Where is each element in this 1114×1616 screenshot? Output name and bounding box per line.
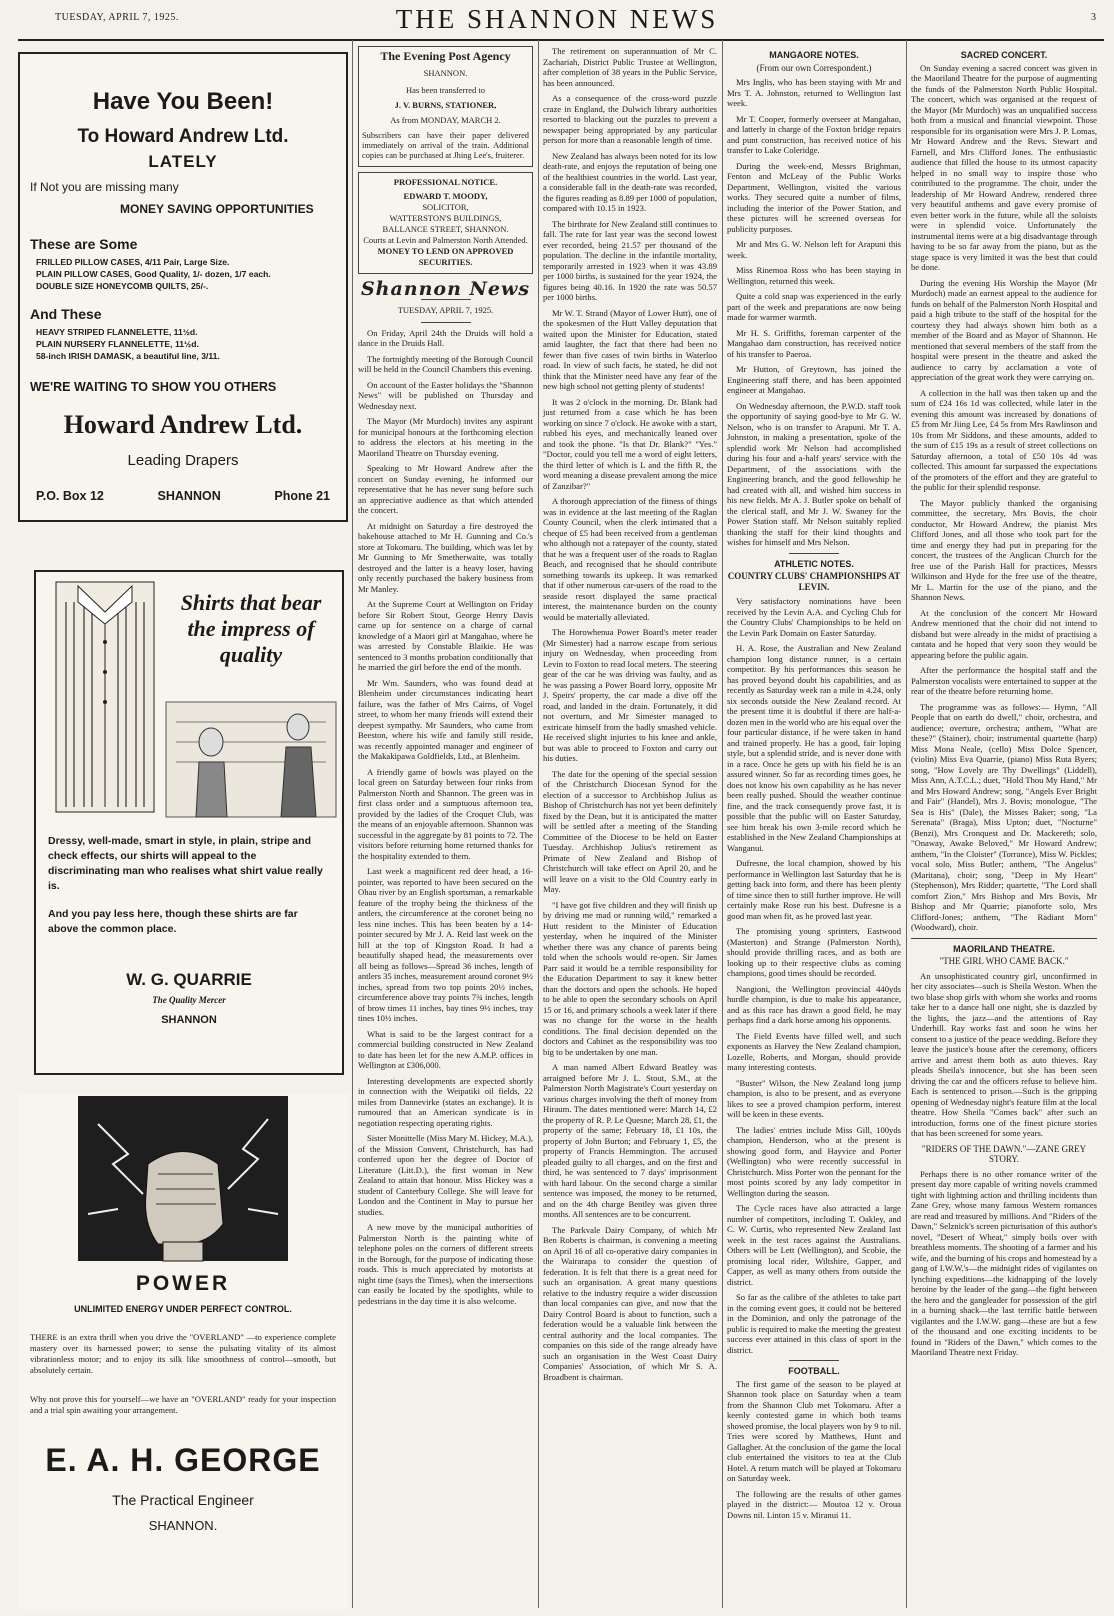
professional-line: MONEY TO LEND ON APPROVED SECURITIES. — [377, 245, 514, 267]
column-rule — [538, 40, 539, 1608]
ad-missing-line: If Not you are missing many — [30, 180, 179, 194]
news-paragraph: Perhaps there is no other romance writer of the present day more capable of writing novels crammed tight with lightning action and thrilling incidents than Zane Grey, whose many famous Western romances are read and treasured by millions. And "Riders of the Dawn," Selznick's screen picturisation of this author's novel, "Desert of Wheat," simply boils over with breathless moments. The shooting of a farmer and his wife, and the burning of his crops and homestead by a gang of I.W.W.'s—the midnight rides of vigilantes on lynching expeditions—the kidnapping of the lovely heroine by the leader of the gang—the fight between the hero and the gangleader for possession of the girl in a burning shack—the last terrific battle between vigilantes and the I.W.W. gang—these are but a few of the thousand and one exciting incidents to be found in "Riders of the Dawn," which comes to the Maoriland Theatre next Friday. — [911, 1168, 1097, 1357]
power-tagline: The Practical Engineer — [112, 1492, 254, 1508]
professional-line: Courts at Levin and Palmerston North Attended. — [363, 234, 528, 245]
ad-lately: LATELY — [148, 152, 218, 171]
news-paragraph: Miss Rinemoa Ross who has been staying in Wellington, returned this week. — [727, 265, 901, 286]
news-paragraph: Last week a magnificent red deer head, a 16-pointer, was reported to have been secured on the Ohau river by an English sportsman, a remarkable feature of the trophy being the thickness of the antlers, the circumference at the coronet being no less nine inches. This has been beaten by a 14-pointer secured by Mr J. A. Reid last week on the hill at the top of Kingston Road. It had a beautifully shaped head, the measurements over all being as follows—Spread 36 inches, length of antlers 35 inches, measurement around coronet 9½ inches, spread from two top points 20½ inches, circumference above tray points 7¾ inches, length of brow times 11 inches, bay tines 9½ inches, tray tines 10½ inches. — [358, 866, 533, 1023]
ad-waiting-line: WE'RE WAITING TO SHOW YOU OTHERS — [30, 380, 277, 394]
power-body-2: Why not prove this for yourself—we have an "OVERLAND" ready for your inspection and a trial spin awaiting your arrangement. — [30, 1394, 336, 1415]
news-paragraph: The Mayor publicly thanked the organising committee, the secretary, Mrs Bovis, the choir conductor, Mr Howard Andrew, the pianist Mrs Clifford Jones, and all those who took part for the time and energy they had put in preparing for the concert, the trustees of the Anglican Church for the free use of the Parish Hall for practices, Messrs Wilkinson and Hyde for the free use of the theatre, Mr L. Martin for the use of the piano, and the Shannon News. — [911, 497, 1097, 602]
news-paragraph: Dufresne, the local champion, showed by his performance in Wellington last Saturday that he is getting back into form, and there has been plenty of time since then to still further improve. He will certainly make Rose run his best. Dufresne is a good man when fit, as he proved last year. — [727, 858, 901, 921]
news-paragraph: During the evening His Worship the Mayor (Mr Murdoch) made an earnest appeal to the audience for funds on behalf of the Palmerston North Hospital and paid a high tribute to the staff of the hospital for the courtesy they had always shown him both as a member of the Board and as Mayor of Shannon. He mentioned that several members of the staff from the hospital were present in the theatre and asked the audience to carry by acclamation a vote of appreciation of the great work they were carrying on. — [911, 277, 1097, 382]
shirts-body-1: Dressy, well-made, smart in style, in plain, stripe and check effects, our shirts will appeal to the discriminating man who realises what shirt value really is. — [48, 835, 323, 892]
professional-line: BALLANCE STREET, SHANNON. — [382, 223, 509, 234]
news-paragraph: At the Supreme Court at Wellington on Friday before Sir Robert Stout, George Henry Davis came up for sentence on a charge of carnal knowledge of a Maori girl at Mangahao, where he was arrested by Constable Blaikie. He was sentenced to 3 months probation conditionally that he married the girl before the end of the month. — [358, 599, 533, 672]
theatre-second-film: "RIDERS OF THE DAWN."—ZANE GREY STORY. — [921, 1143, 1087, 1164]
ad-item: 58-inch IRISH DAMASK, a beautiful line, 3/11. — [36, 351, 220, 361]
news-paragraph: New Zealand has always been noted for its low death-rate, and enjoys the reputation of being one of the healthiest countries in the world. Last year, a considerable fall in the death-rate was recorded, the figures reading as 8.89 per 1000 of population, compared with 10.15 in 1923. — [543, 150, 717, 213]
ad-phone: Phone 21 — [274, 489, 330, 503]
shirts-merchant-name: W. G. QUARRIE — [126, 970, 252, 989]
news-paragraph: The Mayor (Mr Murdoch) invites any aspirant for municipal honours at the forthcoming election to address the electors at his meeting in the Maoriland Theatre on Thursday evening. — [358, 416, 533, 458]
news-paragraph: The fortnightly meeting of the Borough Council will be held in the Council Chambers this evening. — [358, 353, 533, 374]
shirts-tagline: The Quality Mercer — [152, 995, 226, 1005]
news-paragraph: A man named Albert Edward Beatley was arraigned before Mr J. L. Stout, S.M., at the Palmerston North Magistrate's Court yesterday on various charges involving the theft of money from Hiraum. The dates mentioned were: March 14, £2 the property of R. P. Le Quesne; March 28, £1, the property of the same; February 18, £1 10s, the property of John Burton; and February 1, £5, the property of Francis Hemmington. The accused pleaded guilty to all charges, and on the first and third, he was sentenced to 7 days' imprisonment with hard labour. On the second charge a similar sentence was imposed, the money to be returned, and on the 4th charge Bentley was given three months. All sentences are to be concurrent. — [543, 1062, 717, 1219]
column-5 — [911, 46, 1097, 1363]
column-rule — [722, 40, 723, 1608]
ad-leading-drapers: Leading Drapers — [127, 452, 239, 469]
theatre-heading: MAORILAND THEATRE. — [953, 943, 1055, 954]
quarrie-shirts-advert — [34, 570, 344, 1075]
professional-notice — [358, 172, 533, 274]
ad-item: PLAIN NURSERY FLANNELETTE, 11½d. — [36, 339, 199, 349]
news-paragraph: A thorough appreciation of the fitness of things was in evidence at the last meeting of the Raglan County Council, when the clerk intimated that a cheque of £5 had been received from a gentleman who although not a ratepayer of the county, stated that he was a frequent user of the roads to Raglan Beach, and recognised that he should contribute something towards its upkeep. It was remarked that if other numerous car-users of the road to the seaside resort displayed the same practical interest, the maintenance burden on the county would be materially alleviated. — [543, 496, 717, 622]
agency-title: The Evening Post Agency — [380, 49, 511, 63]
ad-item: DOUBLE SIZE HONEYCOMB QUILTS, 25/-. — [36, 281, 209, 291]
news-paragraph: After the performance the hospital staff and the Palmerston vocalists were entertained to supper at the rear of the theatre before returning home. — [911, 665, 1097, 696]
power-merchant-name: E. A. H. GEORGE — [45, 1442, 321, 1478]
professional-title: PROFESSIONAL NOTICE. — [393, 176, 498, 187]
ad-and-these: And These — [30, 306, 102, 322]
news-paragraph: Mr T. Cooper, formerly overseer at Mangahao, and latterly in charge of the Foxton bridge repairs and punt construction, has received notice of his transfer to Lake Coleridge. — [727, 113, 901, 155]
news-paragraph: The Cycle races have also attracted a large number of competitors, including T. Oakley, and C. W. Curtis, who represented New Zealand last week in the test races against the Australians. Others will be Lett (Wellington), and Scobie, the promising local rider, Wiltshire, Gapper, and Capper, as well as many others from outside the district. — [727, 1203, 901, 1287]
ad-these-are: These are Some — [30, 236, 138, 252]
news-paragraph: Mr and Mrs G. W. Nelson left for Arapuni this week. — [727, 239, 901, 260]
news-paragraph: The Horowhenua Power Board's meter reader (Mr Simester) had a narrow escape from serious injury on Wednesday, when proceeding from Levin to Foxton to read local meters. The steering gear of the car he was driving was faulty, and as he was passing a Power Board lorry, opposite Mr J. Speirs' property, the car made a dive off the road, and landed in the drain. Fortunately, it did not overturn, and Mr Simester managed to extricate himself from the badly smashed vehicle. He received slight injuries to his knee and ankle, but was able to proceed to Foxton and carry out his duties. — [543, 627, 717, 763]
news-paragraph: At midnight on Saturday a fire destroyed the bakehouse attached to Mr H. Gunning and Co.'s store at Tokomaru. The building, which was let by Mr Gunning to Mr Smetherwaite, was totally destroyed and the latter is a heavy loser, having only recently purchased the bakery business from Mr Manley. — [358, 520, 533, 594]
news-paragraph: The retirement on superannuation of Mr C. Zachariah, District Public Trustee at Wellington, after completion of 38 years in the Public Service, has been announced. — [543, 46, 717, 88]
ad-po-box: P.O. Box 12 — [36, 489, 104, 503]
ad-item: FRILLED PILLOW CASES, 4/11 Pair, Large Size. — [36, 257, 230, 267]
shirts-body-2: And you pay less here, though these shirts are far above the common place. — [48, 908, 298, 935]
professional-name: EDWARD T. MOODY, — [403, 190, 488, 201]
overland-power-advert — [18, 1094, 348, 1609]
news-paragraph: Mr W. T. Strand (Mayor of Lower Hutt), one of the spokesmen of the Hutt Valley deputation that waited upon the Minister for Education, stated amid laughter, the fact that there had been no fewer than five cases of twin births in Waterloo road. In view of such facts, he stated, he did not think that the Minister need have any fear of the new high school not getting plenty of students! — [543, 307, 717, 391]
paper-date: TUESDAY, APRIL 7, 1925. — [397, 305, 494, 315]
news-paragraph: Nangioni, the Wellington provincial 440yds hurdle champion, is due to make his appearance, and as this race has drawn a good field, he may perhaps find a dark horse among his opponents. — [727, 983, 901, 1025]
ad-headline: Have You Been! — [92, 88, 274, 115]
news-paragraph: The birthrate for New Zealand still continues to fall. The rate for last year was the second lowest ever recorded, being 21.57 per thousand of the population. The decline in the infantile mortality, temporarily arrested in 1923 when it was 43.89 per 1000 births, is sustained for the year 1924, the figures being 40.16. In 1920 the rate was 50.57 per 1000 births. — [543, 218, 717, 302]
column-2 — [358, 46, 533, 1311]
news-paragraph: On account of the Easter holidays the "Shannon News" will be published on Thursday and Wednesday next. — [358, 379, 533, 411]
power-subtitle: UNLIMITED ENERGY UNDER PERFECT CONTROL. — [74, 1304, 292, 1314]
ad-opportunities: MONEY SAVING OPPORTUNITIES — [120, 202, 314, 216]
ad-subheadline: To Howard Andrew Ltd. — [77, 126, 289, 147]
news-paragraph: During the week-end, Messrs Brighman, Fenton and McLeay of the Public Works Department, Wellington, visited the various works. They secured quite a number of films, including the interior of the Power Station, and these pictures will be screened overseas for publicity purposes. — [727, 160, 901, 234]
professional-role: SOLICITOR, — [422, 201, 469, 212]
clenched-fist-illustration — [18, 1094, 348, 1264]
power-town: SHANNON. — [148, 1518, 218, 1533]
newspaper-title: THE SHANNON NEWS — [395, 4, 719, 34]
athletic-heading: ATHLETIC NOTES. — [774, 558, 854, 569]
paper-nameplate: Shannon News — [360, 277, 531, 300]
power-title: POWER — [135, 1272, 231, 1295]
football-heading: FOOTBALL. — [788, 1366, 840, 1376]
news-paragraph: On Friday, April 24th the Druids will hold a dance in the Druids Hall. — [358, 327, 533, 348]
professional-line: WATTERSTON'S BUILDINGS, — [389, 212, 502, 223]
news-paragraph: It was 2 o'clock in the morning. Dr. Blank had just returned from a case which he has been working on since 7 o'clock. He awoke with a start, rubbed his eyes, and mechanically leaned over and took the phone. "Is that Dr. Blank?" "Yes." "Doctor, could you tell me a word of eight letters, the third letter of which is L and the fifth R, the word meaning a disease prevalent among the mice of Zanzibar?" — [543, 396, 717, 491]
shirts-headline: Shirts that bear the impress of quality — [180, 590, 322, 667]
news-paragraph: At the conclusion of the concert Mr Howard Andrew mentioned that the choir did not intend to disband but were already in the midst of practising a cantata and he hoped that very soon they would be appearing before the public again. — [911, 607, 1097, 660]
news-paragraph: A friendly game of bowls was played on the local green on Saturday between four rinks from Palmerston North and Shannon. The green was in first class order and a sumptuous afternoon tea, provided by the ladies of the Croquet Club, was the means of an enjoyable afternoon. Shannon was successful in the aggregate by 81 points to 72. The visitors before returning home returned thanks for the hospitality extended to them. — [358, 766, 533, 861]
news-paragraph: On Wednesday afternoon, the P.W.D. staff took the opportunity of saying good-bye to Mr G. W. Nelson, who is on transfer to Arapuni. Mr T. A. Johnston, in making a presentation, spoke of the splendid work Mr Nelson had accomplished during his four and a-half years' service with the Department, of the associations with the Engineering branch, and the good fellowship he had created with all, and wished him success in his new fields. Mr A. J. Butler spoke on behalf of the clerical staff, and Mr J. W. Swaney for the Power Station staff. Mr Nelson suitably replied thanking the staff for their kind thoughts and wishes for himself and Mrs Nelson. — [727, 400, 901, 547]
news-paragraph: An unsophisticated country girl, unconfirmed in her city associates—such is Sheila Weston. When the two blase shop girls with whom she works and rooms take her to a dance hall one night, she is dazzled by the lights, the jazz—and the attentions of Ray Underhill. Ray works fast and soon he wins her consent to a justice of the peace wedding. Before they leave the justice's house after the ceremony, officers arrive and arrest them both as auto thieves. Ray pleads Sheila's innocence, but she has been seen driving the car and the officers refuse to believe him. Each is sentenced to prison.—Such is the gripping opening of Wednesday night's feature film at the local theatre. How Sheila "Comes back" after such an introduction, forms one of the finest picture stories that has been screened for some years. — [911, 970, 1097, 1138]
column-4 — [727, 46, 901, 1525]
agency-line: As from MONDAY, MARCH 2. — [390, 114, 501, 125]
news-paragraph: What is said to be the largest contract for a commercial building constructed in New Zealand to date has been let for the new A.M.P. offices in Wellington at £306,000. — [358, 1028, 533, 1070]
agency-line: Has been transferred to — [405, 84, 486, 95]
mangaore-byline: (From our own Correspondent.) — [756, 62, 872, 73]
news-paragraph: Very satisfactory nominations have been received by the Levin A.A. and Cycling Club for the Country Clubs' Championships to be held on the Levin Park Domain on Easter Saturday. — [727, 596, 901, 638]
news-paragraph: The Parkvale Dairy Company, of which Mr Ben Roberts is chairman, is convening a meeting on April 16 of all co-operative dairy companies in the Wairarapa to consider the question of federation. It is felt that there is a great need for such an organisation. A great many questions relative to the industry require a wider discussion than local companies can give, and now that the Dairy Control Board is about to function, such a federation would be a valuable link between the central authority and the local companies. The companies on this side of the range already have such an organisation in the West Coast Dairy Companies' Association, of which Mr S. A. Broadbent is chairman. — [543, 1224, 717, 1382]
news-paragraph: "Buster" Wilson, the New Zealand long jump champion, is also to be present, and as everyone likes to see a proved champion perform, interest will be keen in these events. — [727, 1077, 901, 1119]
news-paragraph: Quite a cold snap was experienced in the early part of the week and preparations are now being made for warmer warmth. — [727, 291, 901, 322]
agency-line: J. V. BURNS, STATIONER, — [394, 99, 497, 110]
column-rule — [352, 40, 353, 1608]
news-paragraph: A collection in the hall was then taken up and the sum of £24 16s 1d was collected, while later in the evening this amount was increased by donations of £5 from Mr Jiing Lee, £4 5s from Mrs Rawlinson and 10s from Mr Siddons, and these amounts, added to the sum of £15 19s as a result of street collections on Saturday afternoon, a total of £50 10s 4d was collected. This amount far surpassed the expectations of the promoters of the effort and they are grateful to the public for their splendid response. — [911, 387, 1097, 492]
ad-item: HEAVY STRIPED FLANNELETTE, 11½d. — [36, 327, 198, 337]
ad-town: SHANNON — [157, 489, 221, 503]
news-paragraph: Speaking to Mr Howard Andrew after the concert on Sunday evening, he informed our representative that he has never sung before such an appreciative audience as that which attended the concert. — [358, 463, 533, 515]
news-paragraph: The promising young sprinters, Eastwood (Masterton) and Strange (Palmerston North), should provide thrilling races, and as both are looking up to their respective clubs as coming champions, good times should be recorded. — [727, 926, 901, 978]
news-paragraph: As a consequence of the cross-word puzzle craze in England, the Dulwich library authorities resorted to blacking out the puzzles to prevent a newspaper being appropriated by any particular person for more than a reasonable length of time. — [543, 93, 717, 145]
news-paragraph: The following are the results of other games played in the district:— Moutoa 12 v. Oroua Downs nil. Linton 15 v. Miranui 11. — [727, 1488, 901, 1520]
column-rule — [906, 40, 907, 1608]
news-paragraph: Mr H. S. Griffiths, foreman carpenter of the Mangahao dam construction, has received notice of his transfer to Paeroa. — [727, 327, 901, 359]
news-paragraph: Mrs Inglis, who has been staying with Mr and Mrs T. A. Johnston, returned to Wellington last week. — [727, 77, 901, 108]
news-paragraph: So far as the calibre of the athletes to take part in the coming event goes, it could not be bettered in the Dominion, and only the patronage of the public is required to make the meeting the greatest success ever attained in this class of sport in the district. — [727, 1292, 901, 1355]
sacred-concert-heading: SACRED CONCERT. — [960, 50, 1048, 60]
news-paragraph: Interesting developments are expected shortly in connection with the Weipatiki oil fields, 22 miles from Dannevirke (states an exchange). It is rumoured that an American syndicate is in negotiation respecting operating rights. — [358, 1075, 533, 1128]
evening-post-agency-notice — [358, 46, 533, 167]
news-paragraph: The ladies' entries include Miss Gill, 100yds champion, Henderson, who at the present is showing good form, and Hayvice and Porter (Wellington) who were recently successful in Christchurch. Miss Porter won the pennant for the most points scored by any lady competitor in Wellington during the season. — [727, 1124, 901, 1198]
news-paragraph: H. A. Rose, the Australian and New Zealand champion long distance runner, is a certain competitor. By his performances this season he has proved beyond doubt his capabilities, and as recently as Saturday week ran a mile in 4.24, only six seconds outside the New Zealand record. At the present time it is doubtful if there are half-a-dozen men in the world who are his equal over the four particular distance, if he were taken in hand and trained properly. He has a good, fair loping style, but a splendid stride, and is never done with in a race. Once he gets up with his field he is an assured winner. So far as recording times goes, he does not know his own capability as he has never been really pushed. Should the weather continue fine, and the track consequently prove fast, it is possible that the public will on Easter Saturday, see him break his own 3-mile record which he established in the New Zealand Championships at Wanganui. — [727, 643, 901, 853]
athletic-subheading: COUNTRY CLUBS' CHAMPIONSHIPS AT LEVIN. — [727, 571, 901, 592]
agency-town: SHANNON. — [423, 67, 468, 78]
news-paragraph: The first game of the season to be played at Shannon took place on Saturday when a team from the Shannon Club met Tokomaru. After a keenly contested game in which both teams showed promise, the local players won by 9 to nil. Tries were scored by Matthews, Hunt and Gallagher. At the conclusion of the game the local club entertained the visitors to tea at the Club Hotel. A return match will be played at Tokomaru on Saturday week. — [727, 1378, 901, 1483]
news-paragraph: Mr Wm. Saunders, who was found dead at Blenheim under circumstances indicating heart failure, was the father of Mrs Cairns, of Vogel street, to whom her many friends will extend their deepest sympathy. Mr Saunders, who came from Beeston, where his wife and family still reside, was recently appointed manager and engineer of the Makakipawa Goldfields, Ltd., at Blenheim. — [358, 677, 533, 761]
news-paragraph: Sister Monittelle (Miss Mary M. Hickey, M.A.), of the Mission Convent, Christchurch, has had conferred upon her the degree of Doctor of Literature (Litt.D.), the first woman in New Zealand to attain that honour. Miss Hickey was a student of Canterbury College. She will leave for London and the Continent in May to pursue her studies. — [358, 1133, 533, 1217]
power-body-1: THERE is an extra thrill when you drive the "OVERLAND" —to experience complete mastery over its harnessed power; to sense the pulsating vitality of its almost vibrationless motor; and to enjoy its silk like smoothness of control—smooth, but absolutely certain. — [30, 1332, 336, 1375]
theatre-subheading: "THE GIRL WHO CAME BACK." — [939, 956, 1069, 966]
news-paragraph: "I have got five children and they will finish up by driving me mad or running wild," remarked a Hutt resident to the Minister of Education yesterday, when he inquired of the Minister whether there was any chance of parents being told when the schools would re-open. Sir James Parr said it would be a terrible responsibility for the Education Department to say it knew better than the doctors and open the schools. He hoped to be able to open the secondary schools on April 15 or 16, and primary schools a week later if there was no change for the worse in the health conditions. The final decision depended on the doctors and Cabinet as the responsibility was too big to be undertaken by one man. — [543, 899, 717, 1057]
news-paragraph: The programme was as follows:— Hymn, "All People that on earth do dwell," choir, orchestra, and audience; overture, orchestra; anthem, "What are these?" (Stainer), choir; instrumental quartette (harp) Miss Mona Neale, (cello) Miss Dolce Spencer, (violin) Miss Eva Quarrie, (piano) Miss Ruta Byers; song, "How Lovely are Thy Dwellings" (Liddell), Miss Ann, A.T.C.L.; duet, "Hold Thou My Hand," Mr and Mrs Howard Andrew; song, "Angels Ever Bright and Fair" (Handel), Mrs J. Bovis; monologue, "The Sea is His" (Dale), the Misses Baker; song, "La Serenata" (Braga), Miss Upton; duet, "Nocturne" (Benzi), Mrs Cronquest and Dr. Mackereth; solo, "Onaway, Awake Beloved," Mr Howard Andrew; anthem, "In the Cloister" (Torrance), Miss W. Pickles; vocal solo, Miss Butler; anthem, "The Angelus" (Maritana), choir; song, "Deep in My Heart" (Stephenson), Mrs Ridder; quartette, "The Lord shall comfort Zion," Mrs Bishop and Mrs Bovis, Mr Bishop and Mr Quarrie; pianoforte solo, Mrs Clifford-Jones; anthem, "The Radiant Morn" (Woodward), choir. — [911, 701, 1097, 932]
news-paragraph: Mr Hutton, of Greytown, has joined the Engineering staff there, and has been appointed engineer at Mangahao. — [727, 364, 901, 395]
masthead-rule — [18, 39, 1104, 41]
mangaore-heading: MANGAORE NOTES. — [769, 50, 859, 60]
news-paragraph: The date for the opening of the special session of the Christchurch Diocesan Synod for the election of a successor to Archbishop Julius as Bishop of Christchurch has not yet been definitely fixed by the Dean, but it is anticipated the matter will be settled after a meeting of the Standing Committee of the Diocese to be held on Easter Tuesday. Archbishop Julius's retirement as Primate of New Zealand and Bishop of Christchurch will take effect on April 20, and he will leave on a visit to the Old Country early in May. — [543, 768, 717, 894]
news-paragraph: The Field Events have filled well, and such exponents as Harvey the New Zealand champion, Lozelle, Roberts, and Morgan, should provide many interesting contests. — [727, 1030, 901, 1072]
shirts-town: SHANNON — [161, 1014, 217, 1026]
ad-item: PLAIN PILLOW CASES, Good Quality, 1/- dozen, 1/7 each. — [36, 269, 271, 279]
news-paragraph: A new move by the municipal authorities of Palmerston North is the painting white of telephone poles on the corners of different streets in the Borough, for the purpose of indicating those roads. This is much appreciated by motorists at night time (says the Times), when the intersections can easily be located by the spotlights, while to pedestrians in the day time it is also welcome. — [358, 1222, 533, 1306]
news-paragraph: On Sunday evening a sacred concert was given in the Maoriland Theatre for the purpose of augmenting the funds of the Palmerston North Public Hospital. The concert, which was organised at the request of the Mayor (Mr Murdoch) was an unqualified success both from a musical and financial viewpoint. Those responsible for its organisation were Mrs J. P. Lomas, Mr Howard Andrew and the Revs. Stewart and Farnell, and Mrs Clifford Jones. The enthusiastic audience that filled the house to its utmost capacity helped in no small way to inspire those who contributed to the programme. The choir, under the leadership of Mr Howard Andrew, rendered three very beautiful anthems and gave every promise of even better work in the future, while all the soloists were in splendid voice. Unfortunately the instrumental items were at a big disadvantage through having to be so far away from the piano, but as the stage space is very limited it was the best that could be done. — [911, 62, 1097, 272]
agency-line: Subscribers can have their paper delivered immediately on arrival of the train. Additional copies can be purchased at Jhing Lee's, fruiterer. — [362, 130, 529, 160]
issue-date: TUESDAY, APRIL 7, 1925. — [55, 12, 179, 23]
howard-andrew-advert — [18, 52, 348, 522]
ad-company-name: Howard Andrew Ltd. — [63, 410, 303, 439]
column-3 — [543, 46, 717, 1387]
page-number: 3 — [1091, 12, 1096, 23]
